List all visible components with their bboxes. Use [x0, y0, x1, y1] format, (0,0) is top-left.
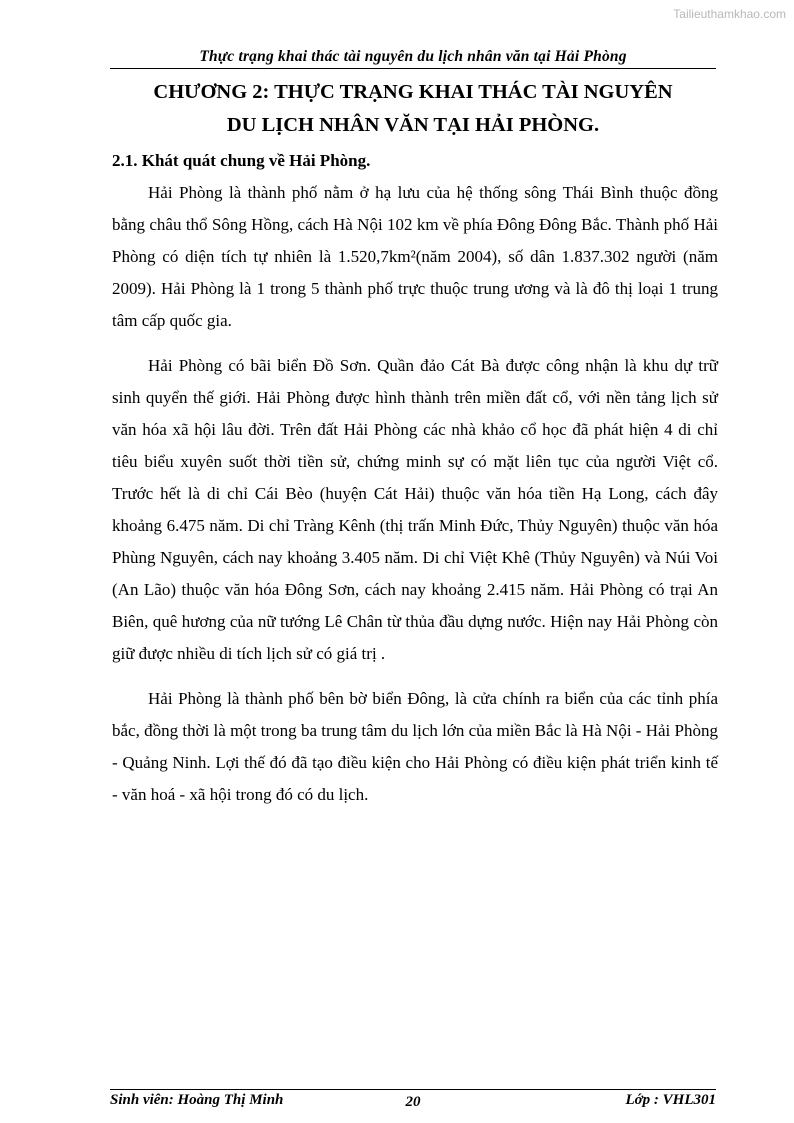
- footer-class: Lớp : VHL301: [625, 1092, 716, 1108]
- section-heading: 2.1. Khát quát chung về Hải Phòng.: [112, 151, 371, 170]
- footer-student: Sinh viên: Hoàng Thị Minh: [110, 1092, 284, 1108]
- running-header: Thực trạng khai thác tài nguyên du lịch nhân văn tại Hải Phòng: [199, 48, 627, 65]
- chapter-title-line-1: CHƯƠNG 2: THỰC TRẠNG KHAI THÁC TÀI NGUYÊN: [153, 81, 673, 103]
- body-text: [112, 177, 718, 824]
- page-number: 20: [405, 1094, 421, 1110]
- chapter-title: [110, 76, 716, 142]
- paragraph: Hải Phòng có bãi biển Đồ Sơn. Quần đảo Cát Bà được công nhận là khu dự trữ sinh quyển thế giới. Hải Phòng được hình thành trên miền đất cổ, với nền tảng lịch sử văn hóa xã hội lâu đời. Trên đất Hải Phòng các nhà khảo cổ học đã phát hiện 4 di chỉ tiêu biểu xuyên suốt thời tiền sử, chứng minh sự có mặt liên tục của người Việt cổ. Trước hết là di chỉ Cái Bèo (huyện Cát Hải) thuộc văn hóa tiền Hạ Long, cách đây khoảng 6.475 năm. Di chỉ Tràng Kênh (thị trấn Minh Đức, Thủy Nguyên) thuộc văn hóa Phùng Nguyên, cách nay khoảng 3.405 năm. Di chỉ Việt Khê (Thủy Nguyên) và Núi Voi (An Lão) thuộc văn hóa Đông Sơn, cách nay khoảng 2.415 năm. Hải Phòng có trại An Biên, quê hương của nữ tướng Lê Chân từ thủa đầu dựng nước. Hiện nay Hải Phòng còn giữ được nhiều di tích lịch sử có giá trị .: [112, 356, 718, 663]
- footer-rule: [110, 1089, 716, 1090]
- chapter-title-line-2: DU LỊCH NHÂN VĂN TẠI HẢI PHÒNG.: [226, 114, 600, 136]
- header-rule: [110, 68, 716, 69]
- watermark: Tailieuthamkhao.com: [673, 7, 786, 21]
- paragraph: Hải Phòng là thành phố nằm ở hạ lưu của hệ thống sông Thái Bình thuộc đồng bằng châu thổ Sông Hồng, cách Hà Nội 102 km về phía Đông Đông Bắc. Thành phố Hải Phòng có diện tích tự nhiên là 1.520,7km²(năm 2004), số dân 1.837.302 người (năm 2009). Hải Phòng là 1 trong 5 thành phố trực thuộc trung ương và là đô thị loại 1 trung tâm cấp quốc gia.: [112, 183, 718, 330]
- paragraph: Hải Phòng là thành phố bên bờ biển Đông, là cửa chính ra biển của các tỉnh phía bắc, đồng thời là một trong ba trung tâm du lịch lớn của miền Bắc là Hà Nội - Hải Phòng - Quảng Ninh. Lợi thế đó đã tạo điều kiện cho Hải Phòng có điều kiện phát triển kinh tế - văn hoá - xã hội trong đó có du lịch.: [112, 689, 718, 804]
